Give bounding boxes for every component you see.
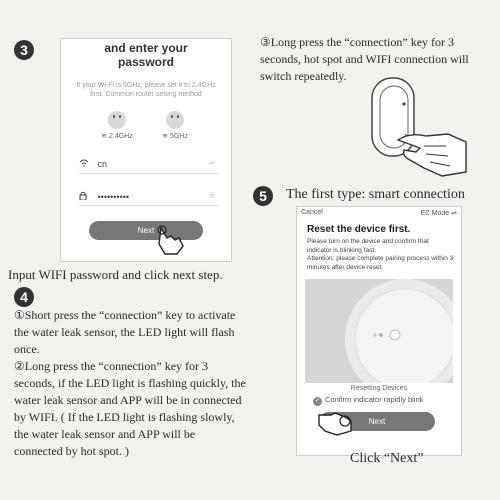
password-field[interactable] [79, 191, 219, 206]
confirm-label: Confirm indicator rapidly blink [325, 395, 424, 404]
next-button[interactable]: Next [89, 221, 203, 240]
sensor-press-illustration [350, 76, 470, 188]
hand-pointer-icon [153, 224, 187, 256]
reset-title: Reset the device first. [307, 224, 411, 235]
sad-face-icon [166, 111, 184, 129]
wifi-name-value: cn [97, 159, 108, 169]
step-5-heading: The first type: smart connection [286, 187, 465, 202]
wifi-icon [79, 159, 95, 169]
step-5-caption: Click “Next” [350, 451, 424, 466]
hand-pointer-icon [315, 405, 357, 439]
ez-mode-toggle[interactable]: EZ Mode ⇌ [420, 210, 457, 217]
switch-icon[interactable]: ⇌ [209, 160, 215, 167]
band-24-label: 2.4GHz [109, 133, 133, 140]
device-photo [305, 279, 453, 383]
reset-device-screen [296, 206, 462, 456]
band-hint-text: If your Wi-Fi is 5GHz, please set it to 2.4GHz first. Common router setting method [76, 82, 216, 98]
screen-title: and enter your password [104, 41, 188, 69]
top-bar [297, 207, 461, 219]
wifi-small-icon: ≋ [101, 133, 108, 140]
resetting-status: Resetting Devices [350, 385, 408, 392]
step-4-item-1: ①Short press the “connection” key to activate the water leak sensor, the LED light will flash once. [14, 308, 236, 356]
wifi-small-icon: ≋ [162, 133, 168, 140]
band-24ghz[interactable] [99, 111, 135, 140]
cancel-button[interactable]: Cancel [301, 209, 323, 216]
step-3-number: 3 [14, 40, 34, 60]
reset-instructions: Please turn on the device and confirm that indicator is blinking fast. Attention: please complete pairing process within 3 minutes after device reset. [307, 238, 454, 271]
next-button[interactable]: Next [319, 412, 435, 431]
step-3-caption: Input WIFI password and click next step. [8, 267, 223, 282]
band-5-label: 5GHz [169, 133, 188, 140]
smile-face-icon [108, 111, 126, 129]
step-4-item-2: ②Long press the “connection” key for 3 seconds, if the LED light is flashing quickly, the water leak sensor and APP will be in connected by WIFI. ( If the LED light is flashing slowly, the water leak sensor and APP will be connected by hot spot. ) [14, 359, 246, 458]
step-3-item-3: ③Long press the “connection” key for 3 seconds, hot spot and WIFI connection will switch repeatedly. [260, 35, 469, 83]
lock-icon [79, 191, 95, 202]
password-value: •••••••••• [97, 192, 130, 202]
band-5ghz[interactable] [157, 111, 193, 140]
step-4-number: 4 [14, 287, 34, 307]
eye-icon[interactable]: ◎ [208, 192, 215, 199]
wifi-name-field[interactable] [79, 159, 219, 174]
wifi-password-screen [60, 38, 232, 262]
check-circle-icon[interactable]: ✓ [314, 398, 321, 404]
step-5-number: 5 [253, 186, 273, 206]
